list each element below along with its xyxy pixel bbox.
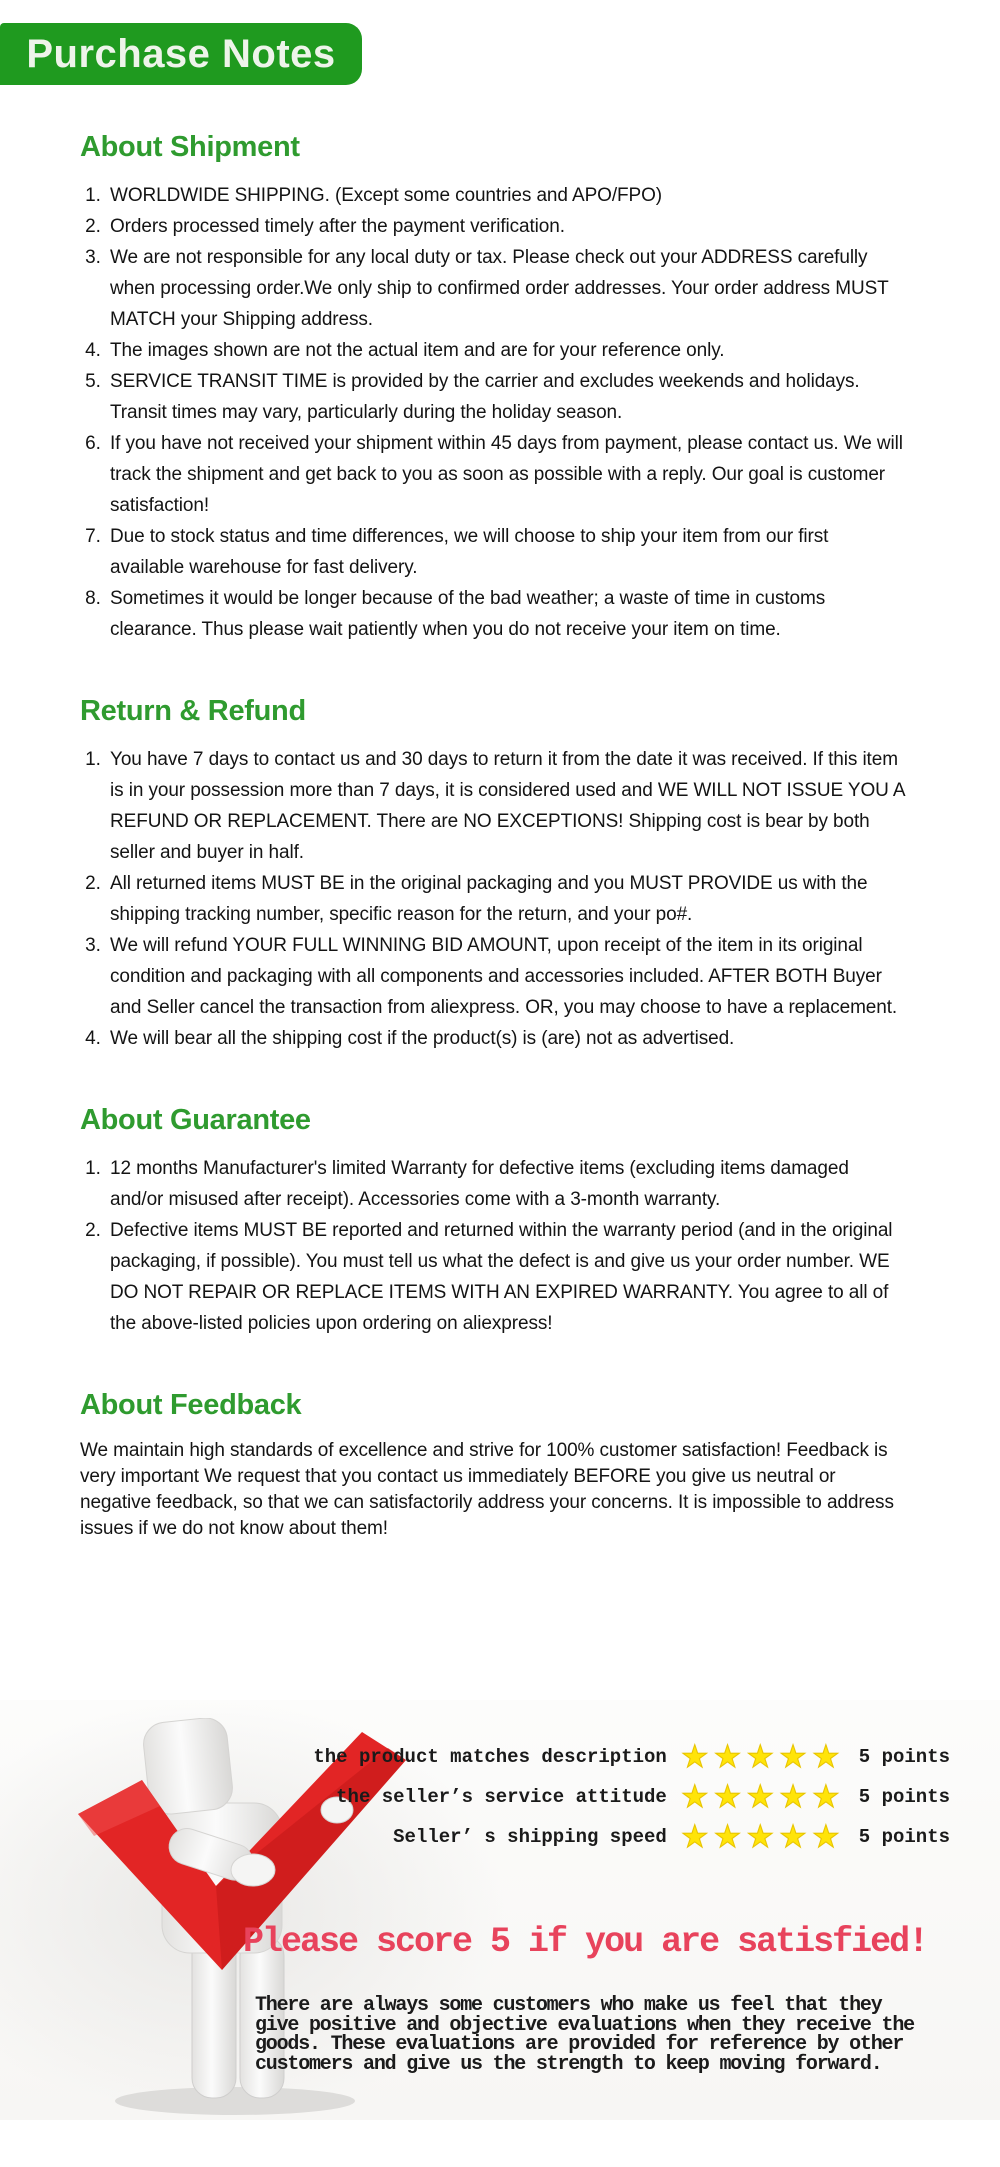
guarantee-list — [80, 1153, 905, 1339]
shipment-list — [80, 180, 905, 645]
feedback-paragraph: We maintain high standards of excellence and strive for 100% customer satisfaction! Feedback is very important We request that you contact us immediately BEFORE you give us neutral or negative feedback, so that we can satisfactorily address your concerns. It is impossible to address issues if we do not know about them! — [80, 1440, 894, 1539]
section-heading-guarantee: About Guarantee — [80, 1104, 311, 1136]
five-star-icons: ★★★★★ — [680, 1819, 845, 1854]
rating-rows — [230, 1740, 950, 1853]
title-bar — [0, 23, 362, 85]
five-star-icons: ★★★★★ — [680, 1779, 845, 1814]
policy-item: 8. Sometimes it would be longer because of the bad weather; a waste of time in customs clearance. Thus please wait patiently when you do not receive your item on time. — [106, 583, 905, 645]
policy-item: 1. You have 7 days to contact us and 30 days to return it from the date it was received. If this item is in your possession more than 7 days, it is considered used and WE WILL NOT ISSUE YOU A REFUND OR REPLACEMENT. There are NO EXCEPTIONS! Shipping cost is bear by both seller and buyer in half. — [106, 744, 905, 868]
policy-item: 3. We are not responsible for any local duty or tax. Please check out your ADDRESS carefully when processing order.We only ship to confirmed order addresses. Your order address MUST MATCH your Shipping address. — [106, 242, 905, 335]
five-star-icons: ★★★★★ — [680, 1739, 845, 1774]
score-body-text: There are always some customers who make us feel that they give positive and objective evaluations when they receive the goods. These evaluations are provided for reference by other customers and give us the strength to keep moving forward. — [255, 1994, 914, 2076]
rating-label: the product matches description — [313, 1745, 667, 1768]
policy-item: 2. Defective items MUST BE reported and returned within the warranty period (and in the original packaging, if possible). You must tell us what the defect is and give us your order number. WE DO NOT REPAIR OR REPLACE ITEMS WITH AN EXPIRED WARRANTY. You agree to all of the above-listed policies upon ordering on aliexpress! — [106, 1215, 905, 1339]
page-title: Purchase Notes — [26, 31, 336, 76]
policy-item: 2. Orders processed timely after the payment verification. — [106, 211, 905, 242]
policy-item: 1. WORLDWIDE SHIPPING. (Except some countries and APO/FPO) — [106, 180, 905, 211]
section-heading-feedback: About Feedback — [80, 1389, 302, 1421]
policy-item: 1. 12 months Manufacturer's limited Warranty for defective items (excluding items damaged and/or misused after receipt). Accessories come with a 3-month warranty. — [106, 1153, 905, 1215]
rating-points: 5 points — [858, 1785, 950, 1808]
policy-item: 4. We will bear all the shipping cost if the product(s) is (are) not as advertised. — [106, 1023, 905, 1054]
satisfaction-banner — [0, 1700, 1000, 2120]
rating-row — [230, 1820, 950, 1853]
policy-item: 3. We will refund YOUR FULL WINNING BID AMOUNT, upon receipt of the item in its original condition and packaging with all components and accessories included. AFTER BOTH Buyer and Seller cancel the transaction from aliexpress. OR, you may choose to have a replacement. — [106, 930, 905, 1023]
rating-points: 5 points — [858, 1745, 950, 1768]
score-headline: Please score 5 if you are satisfied! — [243, 1922, 928, 1962]
policy-item: 6. If you have not received your shipment within 45 days from payment, please contact us. We will track the shipment and get back to you as soon as possible with a reply. Our goal is customer satisfaction! — [106, 428, 905, 521]
policy-item: 5. SERVICE TRANSIT TIME is provided by the carrier and excludes weekends and holidays. Transit times may vary, particularly during the holiday season. — [106, 366, 905, 428]
rating-label: Seller’ s shipping speed — [393, 1825, 667, 1848]
policy-item: 2. All returned items MUST BE in the original packaging and you MUST PROVIDE us with the shipping tracking number, specific reason for the return, and your po#. — [106, 868, 905, 930]
figure-shadow — [115, 2087, 355, 2115]
section-heading-return-refund: Return & Refund — [80, 695, 306, 727]
rating-points: 5 points — [858, 1825, 950, 1848]
section-heading-shipment: About Shipment — [80, 131, 300, 163]
policy-item: 7. Due to stock status and time differences, we will choose to ship your item from our first available warehouse for fast delivery. — [106, 521, 905, 583]
rating-row — [230, 1740, 950, 1773]
policy-content — [0, 131, 1000, 1542]
return-refund-list — [80, 744, 905, 1054]
rating-label: the seller’s service attitude — [336, 1785, 667, 1808]
rating-row — [230, 1780, 950, 1813]
policy-item: 4. The images shown are not the actual item and are for your reference only. — [106, 335, 905, 366]
